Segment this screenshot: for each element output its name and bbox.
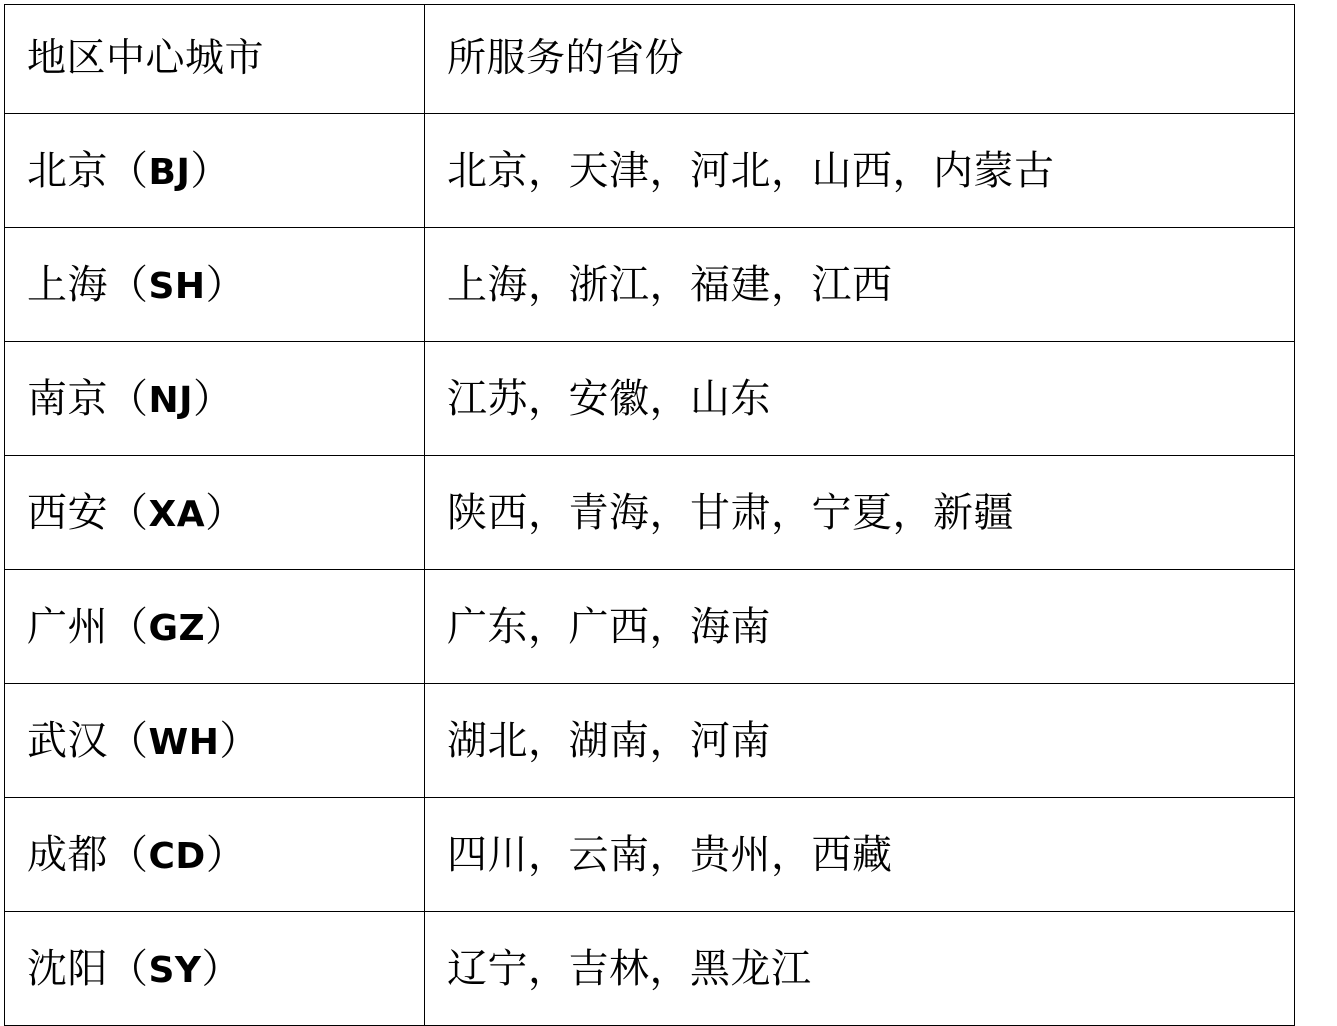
cell-city xyxy=(5,342,425,456)
column-header-city: 地区中心城市 xyxy=(5,5,425,114)
city-name: 沈阳 xyxy=(27,945,108,992)
city-name: 广州 xyxy=(27,603,108,650)
city-code: CD xyxy=(148,835,206,877)
cell-provinces: 广东，广西，海南 xyxy=(425,570,1295,684)
table-row xyxy=(5,114,1295,228)
city-code: SH xyxy=(148,265,206,307)
cell-provinces: 陕西，青海，甘肃，宁夏，新疆 xyxy=(425,456,1295,570)
paren-open: （ xyxy=(108,603,149,650)
table-body xyxy=(5,114,1295,1026)
paren-open: （ xyxy=(108,147,149,194)
paren-open: （ xyxy=(108,717,149,764)
cell-provinces: 湖北，湖南，河南 xyxy=(425,684,1295,798)
cell-provinces: 四川，云南，贵州，西藏 xyxy=(425,798,1295,912)
cell-provinces: 上海，浙江，福建，江西 xyxy=(425,228,1295,342)
table-header xyxy=(5,5,1295,114)
cell-city xyxy=(5,684,425,798)
paren-close: ） xyxy=(205,489,246,536)
paren-close: ） xyxy=(193,375,234,422)
paren-open: （ xyxy=(108,489,149,536)
paren-open: （ xyxy=(108,375,149,422)
table-row xyxy=(5,684,1295,798)
table-row xyxy=(5,456,1295,570)
paren-close: ） xyxy=(205,261,247,308)
paren-open: （ xyxy=(108,831,149,878)
city-name: 上海 xyxy=(27,261,108,308)
cell-city xyxy=(5,228,425,342)
city-name: 南京 xyxy=(27,375,108,422)
paren-close: ） xyxy=(201,945,242,992)
cell-provinces: 江苏，安徽，山东 xyxy=(425,342,1295,456)
table-row xyxy=(5,342,1295,456)
city-name: 西安 xyxy=(27,489,108,536)
paren-open: （ xyxy=(108,945,149,992)
table-row xyxy=(5,570,1295,684)
region-center-table xyxy=(4,4,1295,1026)
city-code: BJ xyxy=(148,151,191,193)
cell-city xyxy=(5,570,425,684)
cell-city xyxy=(5,798,425,912)
table-row xyxy=(5,228,1295,342)
table-row xyxy=(5,798,1295,912)
city-code: XA xyxy=(148,493,206,535)
table-row xyxy=(5,912,1295,1026)
city-code: SY xyxy=(148,949,202,991)
paren-open: （ xyxy=(108,261,149,308)
column-header-provinces: 所服务的省份 xyxy=(425,5,1295,114)
cell-city xyxy=(5,114,425,228)
city-code: GZ xyxy=(148,607,206,649)
city-code: WH xyxy=(148,721,220,763)
cell-provinces: 辽宁，吉林，黑龙江 xyxy=(425,912,1295,1026)
city-name: 武汉 xyxy=(27,717,108,764)
paren-close: ） xyxy=(190,147,231,194)
cell-provinces: 北京，天津，河北，山西，内蒙古 xyxy=(425,114,1295,228)
cell-city xyxy=(5,912,425,1026)
paren-close: ） xyxy=(205,831,247,878)
table-header-row xyxy=(5,5,1295,114)
city-name: 成都 xyxy=(27,831,108,878)
city-name: 北京 xyxy=(27,147,108,194)
paren-close: ） xyxy=(205,603,246,650)
city-code: NJ xyxy=(148,379,194,421)
paren-close: ） xyxy=(219,717,260,764)
cell-city xyxy=(5,456,425,570)
